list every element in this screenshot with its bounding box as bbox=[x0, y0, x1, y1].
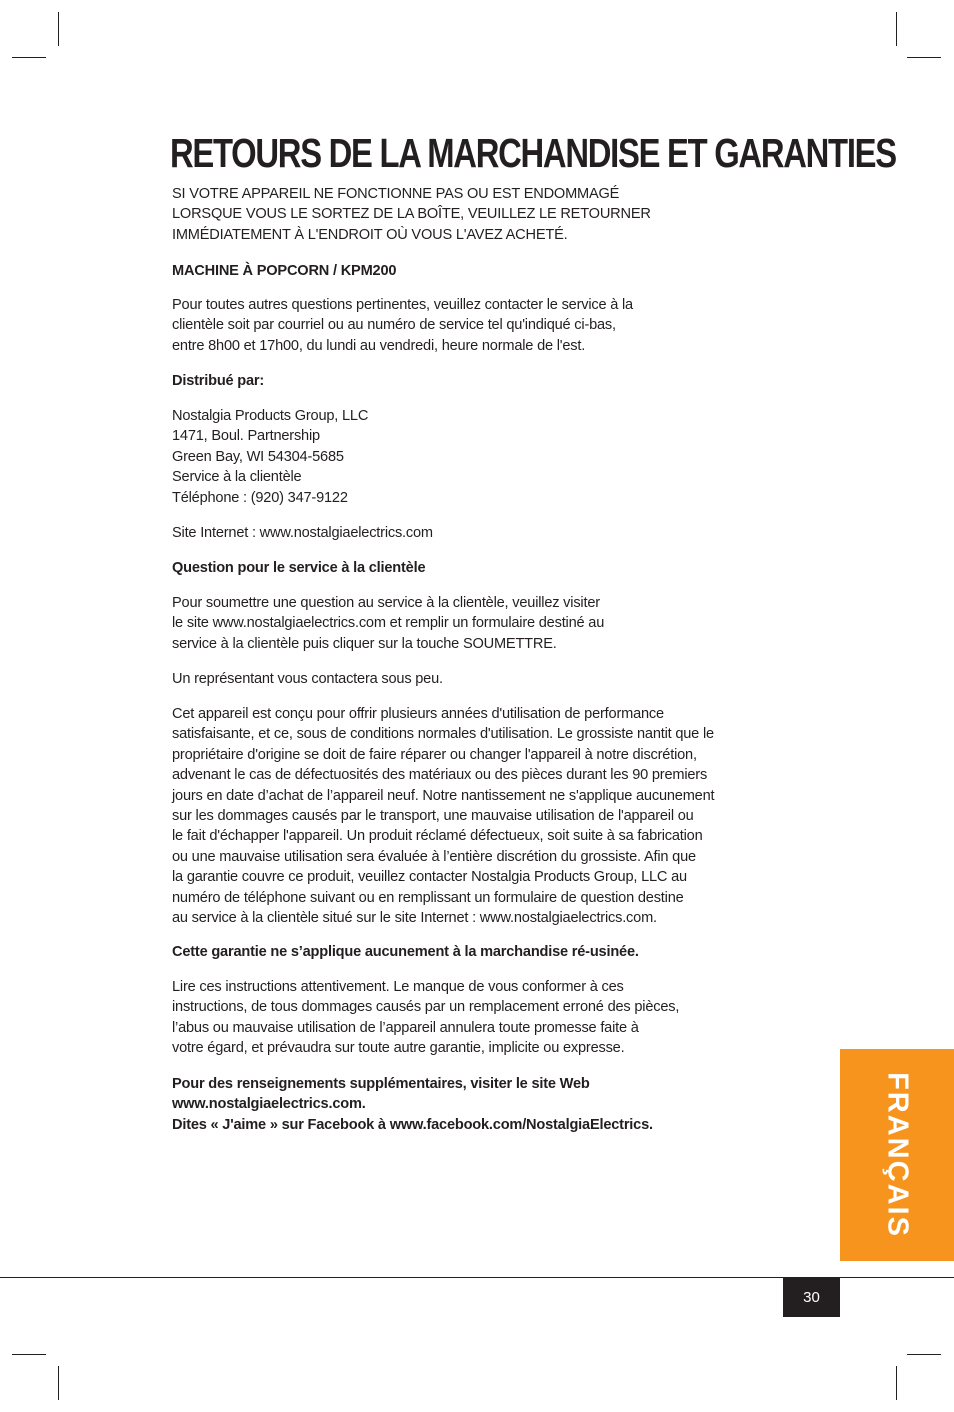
crop-mark bbox=[907, 1354, 941, 1355]
intro-notice: SI VOTRE APPAREIL NE FONCTIONNE PAS OU EST ENDOMMAGÉ LORSQUE VOUS LE SORTEZ DE LA BOÎTE, VEUILLEZ LE RETOURNER IMMÉDIATEMENT À L'ENDROIT OÙ VOUS L'AVEZ ACHETÉ. bbox=[172, 186, 651, 243]
more-info-paragraph: Pour des renseignements supplémentaires, visiter le site Web www.nostalgiaelectrics.com. Dites « J'aime » sur Facebook à www.facebook.com/NostalgiaElectrics. bbox=[172, 1076, 653, 1133]
question-paragraph: Pour soumettre une question au service à la clientèle, veuillez visiter le site www.nostalgiaelectrics.com et remplir un formulaire destiné au service à la clientèle puis cliquer sur la touche SOUMETTRE. bbox=[172, 595, 605, 652]
refurbished-notice: Cette garantie ne s’applique aucunement à la marchandise ré-usinée. bbox=[172, 944, 639, 960]
distributed-by-heading: Distribué par: bbox=[172, 373, 265, 389]
crop-mark bbox=[58, 12, 59, 46]
crop-mark bbox=[907, 57, 941, 58]
page-number: 30 bbox=[783, 1278, 840, 1317]
language-tab-label: FRANÇAIS bbox=[881, 1072, 914, 1238]
crop-mark bbox=[12, 57, 46, 58]
model-heading: MACHINE À POPCORN / KPM200 bbox=[172, 263, 397, 279]
crop-mark bbox=[58, 1366, 59, 1400]
warranty-paragraph: Cet appareil est conçu pour offrir plusieurs années d'utilisation de performance satisfaisante, et ce, sous de conditions normales d'utilisation. Le grossiste nantit que le propriétaire d'origine se doit de faire réparer ou changer l'appareil à notre discrétion, advenant le cas de défectuosités des matériaux ou des pièces durant les 90 premiers jours en date d’achat de l’appareil neuf. Notre nantissement ne s'applique aucunement sur les dommages causés par le transport, une mauvaise utilisation de l'appareil ou le fait d'échapper l'appareil. Un produit réclamé défectueux, soit suite à sa fabrication ou une mauvaise utilisation sera évaluée à l’entière discrétion du grossiste. Afin que la garantie couvre ce produit, veuillez contacter Nostalgia Products Group, LLC au numéro de téléphone suivant ou en remplissant un formulaire de question destine au service à la clientèle situé sur le site Internet : www.nostalgiaelectrics.com. bbox=[172, 706, 715, 927]
representative-line: Un représentant vous contactera sous peu. bbox=[172, 671, 443, 687]
instructions-paragraph: Lire ces instructions attentivement. Le manque de vous conformer à ces instructions, de tous dommages causés par un remplacement erroné des pièces, l’abus ou mauvaise utilisation de l’appareil annulera toute promesse faite à votre égard, et prévaudra sur toute autre garantie, implicite ou expresse. bbox=[172, 979, 680, 1057]
questions-paragraph: Pour toutes autres questions pertinentes, veuillez contacter le service à la clientèle soit par courriel ou au numéro de service tel qu'indiqué ci-bas, entre 8h00 et 17h00, du lundi au vendredi, heure normale de l'est. bbox=[172, 297, 633, 354]
website-line: Site Internet : www.nostalgiaelectrics.com bbox=[172, 525, 433, 541]
crop-mark bbox=[896, 1366, 897, 1400]
distributor-address: Nostalgia Products Group, LLC 1471, Boul. Partnership Green Bay, WI 54304-5685 Service à la clientèle Téléphone : (920) 347-9122 bbox=[172, 408, 369, 506]
crop-mark bbox=[896, 12, 897, 46]
crop-mark bbox=[12, 1354, 46, 1355]
question-heading: Question pour le service à la clientèle bbox=[172, 560, 426, 576]
language-tab bbox=[840, 1049, 954, 1261]
page-title: RETOURS DE LA MARCHANDISE ET GARANTIES bbox=[170, 130, 896, 176]
